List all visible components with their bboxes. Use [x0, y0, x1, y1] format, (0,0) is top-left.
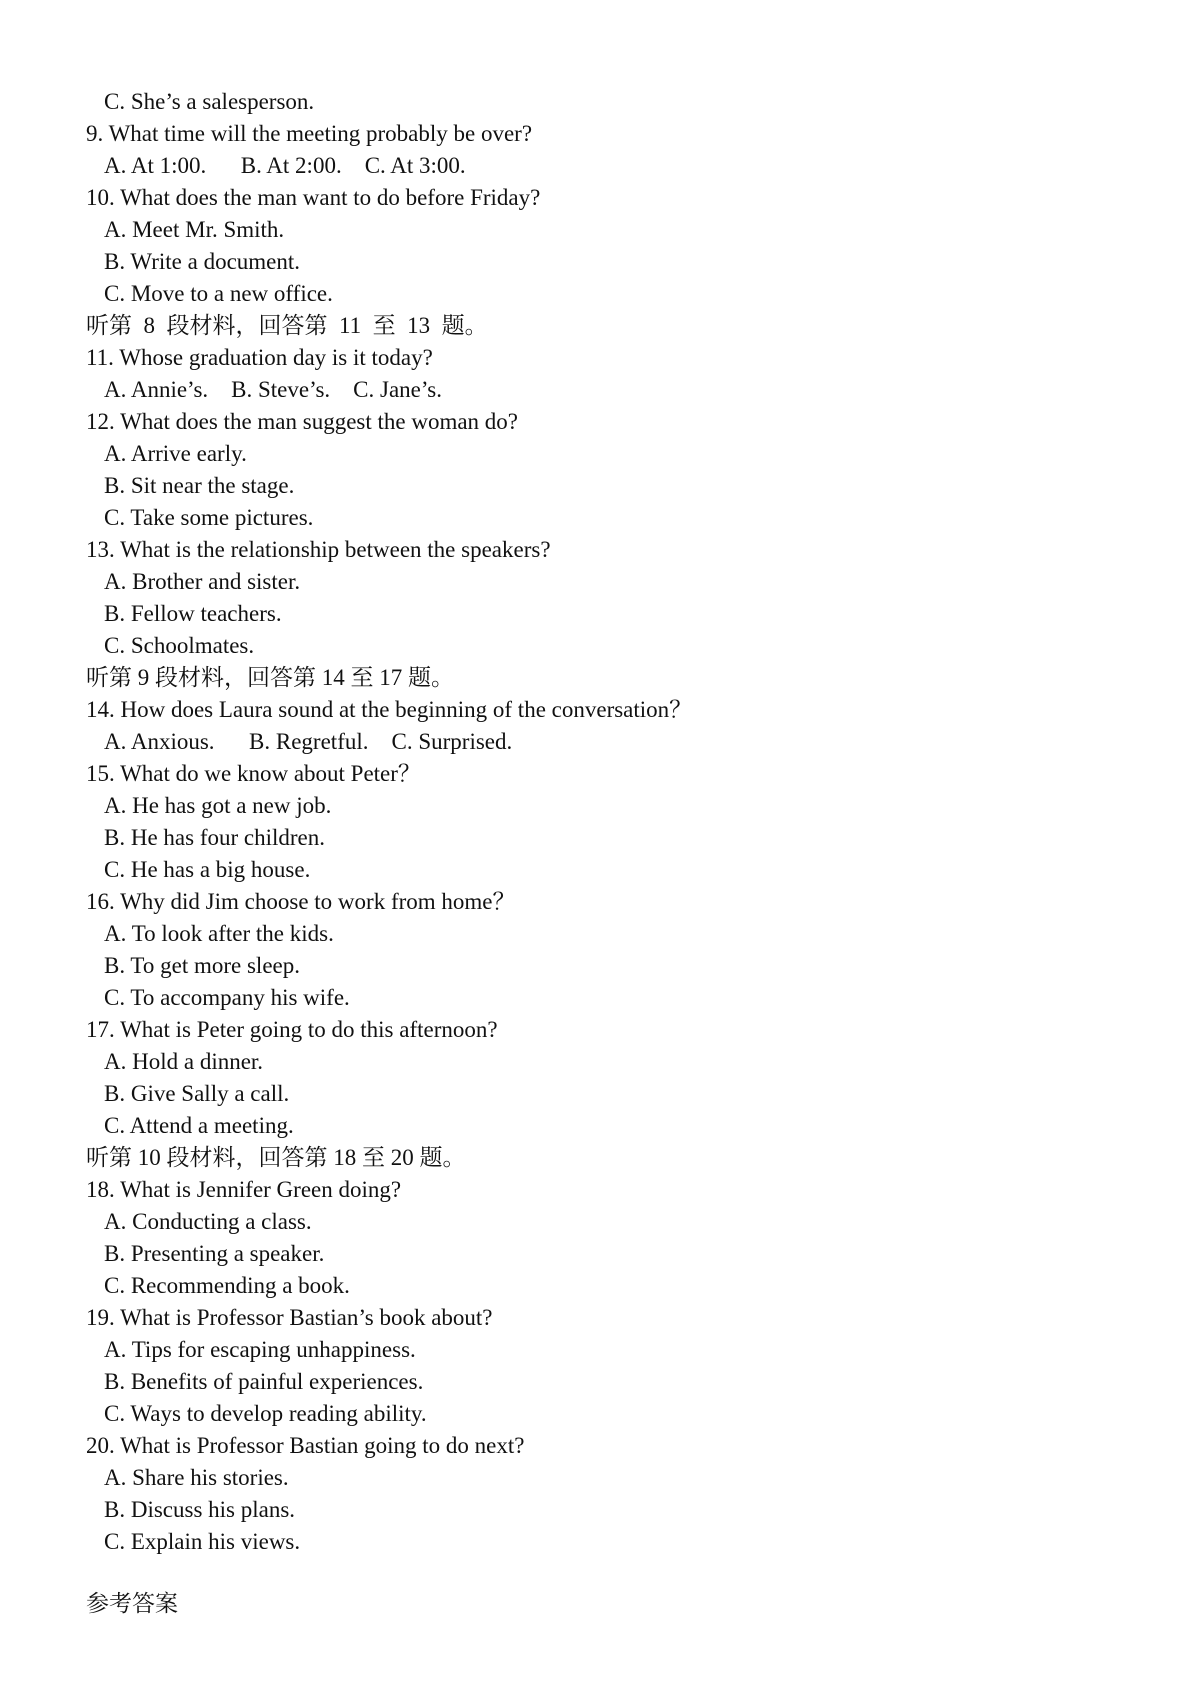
- option-line: C. Explain his views.: [104, 1529, 301, 1554]
- option-line: A. To look after the kids.: [104, 921, 334, 946]
- option-line: C. Move to a new office.: [104, 281, 333, 306]
- option-line: A. Share his stories.: [104, 1465, 289, 1490]
- question-line: 12. What does the man suggest the woman do?: [86, 409, 519, 434]
- option-line: C. Take some pictures.: [104, 505, 314, 530]
- question-line: 9. What time will the meeting probably be over?: [86, 121, 533, 146]
- option-line: B. Write a document.: [104, 249, 301, 274]
- section-heading: 听第 9 段材料，回答第 14 至 17 题。: [86, 665, 454, 690]
- question-line: 20. What is Professor Bastian going to do next?: [86, 1433, 525, 1458]
- question-line: 14. How does Laura sound at the beginning of the conversation？: [86, 697, 693, 722]
- question-line: 16. Why did Jim choose to work from home？: [86, 889, 516, 914]
- option-line: C. Recommending a book.: [104, 1273, 350, 1298]
- option-line: B. To get more sleep.: [104, 953, 300, 978]
- option-line: B. Presenting a speaker.: [104, 1241, 325, 1266]
- option-line: A. Brother and sister.: [104, 569, 301, 594]
- option-line: C. To accompany his wife.: [104, 985, 350, 1010]
- option-line: A. Arrive early.: [104, 441, 247, 466]
- option-line: C. Ways to develop reading ability.: [104, 1401, 427, 1426]
- option-line: C. Attend a meeting.: [104, 1113, 294, 1138]
- option-line: B. Fellow teachers.: [104, 601, 282, 626]
- option-line: B. Give Sally a call.: [104, 1081, 290, 1106]
- option-line: A. Tips for escaping unhappiness.: [104, 1337, 416, 1362]
- option-line: A. Meet Mr. Smith.: [104, 217, 285, 242]
- option-line: A. He has got a new job.: [104, 793, 332, 818]
- option-line: B. He has four children.: [104, 825, 325, 850]
- option-line: B. Discuss his plans.: [104, 1497, 296, 1522]
- option-line: A. Hold a dinner.: [104, 1049, 264, 1074]
- question-line: 10. What does the man want to do before Friday?: [86, 185, 541, 210]
- question-line: 19. What is Professor Bastian’s book about?: [86, 1305, 493, 1330]
- option-line: B. Benefits of painful experiences.: [104, 1369, 424, 1394]
- option-line: A. Annie’s. B. Steve’s. C. Jane’s.: [104, 377, 442, 402]
- option-line: C. She’s a salesperson.: [104, 89, 315, 114]
- question-line: 18. What is Jennifer Green doing?: [86, 1177, 402, 1202]
- question-line: 15. What do we know about Peter？: [86, 761, 421, 786]
- option-line: B. Sit near the stage.: [104, 473, 295, 498]
- option-line: A. Anxious. B. Regretful. C. Surprised.: [104, 729, 513, 754]
- question-line: 13. What is the relationship between the speakers?: [86, 537, 551, 562]
- question-line: 17. What is Peter going to do this afternoon?: [86, 1017, 498, 1042]
- answer-key-heading: 参考答案: [86, 1591, 178, 1616]
- option-line: A. At 1:00. B. At 2:00. C. At 3:00.: [104, 153, 466, 178]
- option-line: C. He has a big house.: [104, 857, 311, 882]
- section-heading: 听第 10 段材料，回答第 18 至 20 题。: [86, 1145, 466, 1170]
- question-line: 11. Whose graduation day is it today?: [86, 345, 433, 370]
- option-line: C. Schoolmates.: [104, 633, 255, 658]
- option-line: A. Conducting a class.: [104, 1209, 312, 1234]
- section-heading: 听第 8 段材料，回答第 11 至 13 题。: [86, 313, 488, 338]
